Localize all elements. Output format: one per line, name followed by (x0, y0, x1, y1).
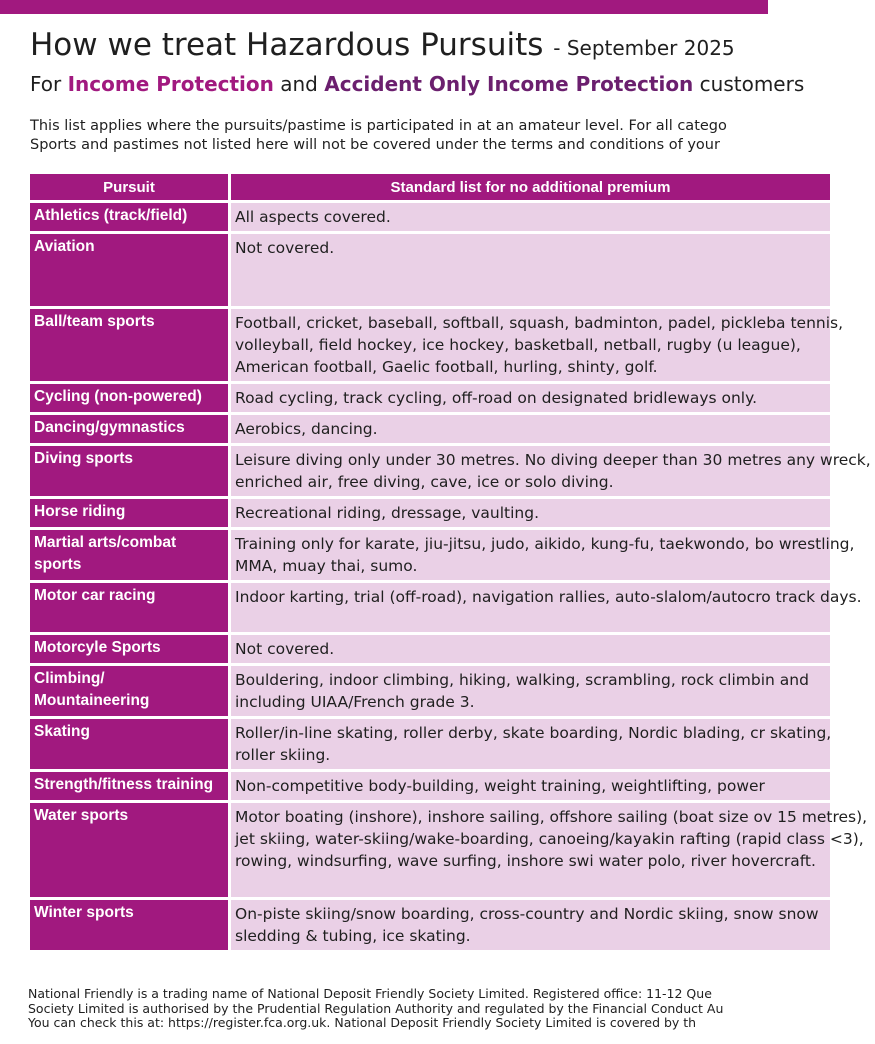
title-date: - September 2025 (553, 36, 735, 60)
table-row (30, 446, 830, 496)
coverage-text: Motor boating (inshore), inshore sailing, offshore sailing (boat size ov 15 metres), jet skiing, water-skiing/wake-boarding, canoeing/kayakin rafting (rapid class <3), rowing, windsurfing, wave surfing, inshore swi water polo, river hovercraft. (235, 808, 868, 870)
table-row (30, 309, 830, 381)
pursuit-cell: Winter sports (30, 900, 228, 950)
coverage-text: Roller/in-line skating, roller derby, skate boarding, Nordic blading, cr skating, roller skiing. (235, 724, 832, 764)
coverage-text: Leisure diving only under 30 metres. No diving deeper than 30 metres any wreck, enriched air, free diving, cave, ice or solo diving. (235, 451, 871, 491)
coverage-text: Road cycling, track cycling, off-road on designated bridleways only. (235, 389, 758, 407)
footer-legal-text (28, 987, 768, 1031)
coverage-cell (231, 203, 830, 231)
page-subtitle (30, 70, 804, 98)
subtitle-mid: and (273, 72, 325, 96)
coverage-cell (231, 415, 830, 443)
coverage-text: Indoor karting, trial (off-road), navigation rallies, auto-slalom/autocro track days. (235, 588, 862, 606)
coverage-text: On-piste skiing/snow boarding, cross-country and Nordic skiing, snow snow sledding & tubing, ice skating. (235, 905, 819, 945)
page-title (30, 26, 735, 67)
coverage-cell (231, 900, 830, 950)
coverage-text: Recreational riding, dressage, vaulting. (235, 504, 540, 522)
table-row (30, 530, 830, 580)
coverage-cell (231, 234, 830, 306)
subtitle-post: customers (693, 72, 805, 96)
coverage-cell (231, 384, 830, 412)
pursuit-cell: Diving sports (30, 446, 228, 496)
pursuit-cell: Cycling (non-powered) (30, 384, 228, 412)
hazardous-pursuits-table (27, 171, 871, 953)
coverage-text: Training only for karate, jiu-jitsu, judo, aikido, kung-fu, taekwondo, bo wrestling, MMA, muay thai, sumo. (235, 535, 855, 575)
coverage-cell (231, 583, 862, 632)
coverage-cell (231, 530, 855, 580)
coverage-cell (231, 803, 868, 897)
subtitle-product-2: Accident Only Income Protection (324, 72, 694, 96)
coverage-cell (231, 499, 830, 527)
table-row (30, 234, 830, 306)
footer-line-3: You can check this at: https://register.fca.org.uk. National Deposit Friendly Society Limited is covered by th (28, 1015, 697, 1030)
coverage-cell (231, 666, 830, 716)
table-row (30, 635, 830, 663)
column-header-standard-list: Standard list for no additional premium (231, 174, 830, 200)
coverage-text: Bouldering, indoor climbing, hiking, walking, scrambling, rock climbin and including UIAA/French grade 3. (235, 671, 809, 711)
pursuit-cell: Skating (30, 719, 228, 769)
table-row (30, 415, 830, 443)
pursuit-cell: Motorcyle Sports (30, 635, 228, 663)
table-row (30, 900, 830, 950)
coverage-text: Football, cricket, baseball, softball, squash, badminton, padel, pickleba tennis, volleyball, field hockey, ice hockey, basketball, netball, rugby (u league), American football, Gaelic football, hurling, shinty, golf. (235, 314, 844, 376)
table-row (30, 384, 830, 412)
subtitle-product-1: Income Protection (67, 72, 274, 96)
coverage-cell (231, 446, 871, 496)
top-accent-bar (0, 0, 768, 14)
pursuit-cell: Climbing/ Mountaineering (30, 666, 228, 716)
intro-paragraph (30, 117, 768, 155)
table-row (30, 719, 830, 769)
coverage-cell (231, 772, 830, 800)
pursuit-cell: Strength/fitness training (30, 772, 228, 800)
pursuit-cell: Dancing/gymnastics (30, 415, 228, 443)
pursuit-cell: Horse riding (30, 499, 228, 527)
pursuit-cell: Motor car racing (30, 583, 228, 632)
table-row (30, 772, 830, 800)
coverage-cell (231, 309, 844, 381)
table-header-row (30, 174, 830, 200)
intro-line-1: This list applies where the pursuits/pastime is participated in at an amateur level. For all catego (30, 118, 727, 134)
table-row (30, 583, 830, 632)
title-text: How we treat Hazardous Pursuits (30, 27, 544, 63)
table-row (30, 803, 830, 897)
column-header-pursuit: Pursuit (30, 174, 228, 200)
subtitle-pre: For (30, 72, 68, 96)
intro-line-2: Sports and pastimes not listed here will not be covered under the terms and conditions of your (30, 137, 720, 153)
coverage-text: All aspects covered. (235, 208, 391, 226)
coverage-cell (231, 635, 830, 663)
coverage-text: Not covered. (235, 640, 335, 658)
coverage-text: Non-competitive body-building, weight training, weightlifting, power (235, 777, 765, 795)
pursuit-cell: Martial arts/combat sports (30, 530, 228, 580)
footer-line-1: National Friendly is a trading name of National Deposit Friendly Society Limited. Registered office: 11-12 Que (28, 986, 712, 1001)
pursuit-cell: Ball/team sports (30, 309, 228, 381)
pursuit-cell: Water sports (30, 803, 228, 897)
pursuit-cell: Aviation (30, 234, 228, 306)
coverage-cell (231, 719, 830, 769)
table-row (30, 203, 830, 231)
table-row (30, 666, 830, 716)
footer-line-2: Society Limited is authorised by the Prudential Regulation Authority and regulated by the Financial Conduct Au (28, 1000, 724, 1016)
table-row (30, 499, 830, 527)
pursuit-cell: Athletics (track/field) (30, 203, 228, 231)
coverage-text: Not covered. (235, 239, 335, 257)
coverage-text: Aerobics, dancing. (235, 420, 378, 438)
